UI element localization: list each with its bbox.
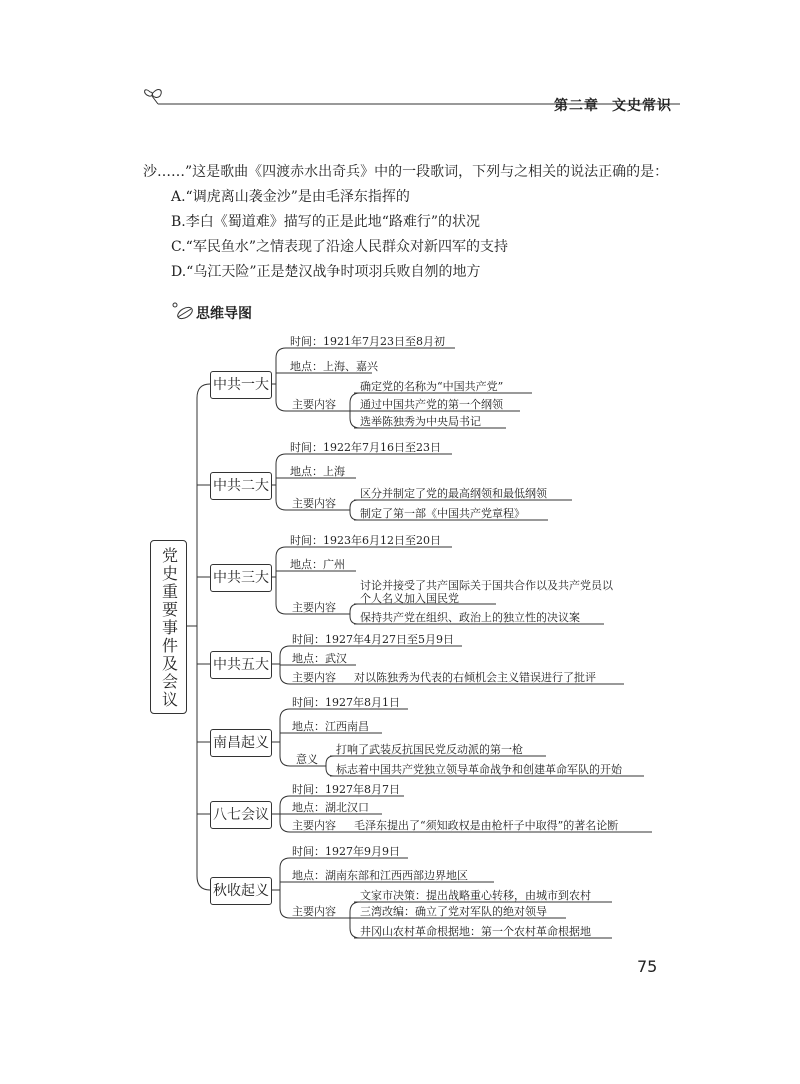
content-label: 主要内容 [292, 398, 336, 411]
content-label: 主要内容 [292, 671, 336, 684]
option-d: D.“乌江天险”正是楚汉战争时项羽兵败自刎的地方 [171, 264, 481, 280]
place-label: 地点：广州 [290, 558, 345, 571]
chapter-label: 第二章 [554, 98, 599, 114]
time-label: 时间：1927年8月7日 [292, 783, 400, 796]
content-label: 意义 [296, 753, 318, 766]
content-item: 选举陈独秀为中央局书记 [360, 415, 481, 428]
content-item: 个人名义加入国民党 [360, 592, 459, 605]
content-item: 通过中国共产党的第一个纲领 [360, 398, 503, 411]
time-label: 时间：1927年9月9日 [292, 845, 400, 858]
node-august-7-meeting: 八七会议 [210, 801, 272, 829]
place-label: 地点：湖南东部和江西西部边界地区 [292, 869, 468, 882]
place-label: 地点：上海、嘉兴 [290, 360, 378, 373]
option-c: C.“军民鱼水”之情表现了沿途人民群众对新四军的支持 [171, 239, 508, 255]
content-label: 主要内容 [292, 905, 336, 918]
section-title: 思维导图 [196, 306, 252, 322]
content-item: 对以陈独秀为代表的右倾机会主义错误进行了批评 [354, 671, 596, 684]
time-label: 时间：1923年6月12日至20日 [290, 534, 441, 547]
place-label: 地点：武汉 [292, 652, 347, 665]
option-b: B.李白《蜀道难》描写的正是此地“路难行”的状况 [171, 214, 481, 230]
content-item: 制定了第一部《中国共产党章程》 [360, 507, 525, 520]
content-label: 主要内容 [292, 601, 336, 614]
node-cpc-5th: 中共五大 [210, 651, 272, 679]
page-number: 75 [637, 957, 658, 976]
content-label: 主要内容 [292, 819, 336, 832]
content-item: 三湾改编：确立了党对军队的绝对领导 [360, 905, 547, 918]
question-stem: 沙……”这是歌曲《四渡赤水出奇兵》中的一段歌词，下列与之相关的说法正确的是： [143, 164, 669, 180]
node-autumn-harvest-uprising: 秋收起义 [210, 877, 272, 905]
node-cpc-2nd: 中共二大 [210, 472, 272, 500]
content-item: 文家市决策：提出战略重心转移，由城市到农村 [360, 889, 591, 902]
node-nanchang-uprising: 南昌起义 [210, 729, 272, 757]
content-item: 区分并制定了党的最高纲领和最低纲领 [360, 487, 547, 500]
content-item: 确定党的名称为“中国共产党” [360, 380, 504, 393]
time-label: 时间：1927年4月27日至5月9日 [292, 633, 454, 646]
mindmap-root [150, 540, 187, 714]
mindmap-root-label: 党史重要事件及会议 [159, 547, 179, 709]
content-item: 毛泽东提出了“须知政权是由枪杆子中取得”的著名论断 [354, 819, 619, 832]
content-item: 保持共产党在组织、政治上的独立性的决议案 [360, 611, 580, 624]
option-a: A.“调虎离山袭金沙”是由毛泽东指挥的 [171, 189, 410, 205]
content-item: 标志着中国共产党独立领导革命战争和创建革命军队的开始 [336, 763, 622, 776]
place-label: 地点：湖北汉口 [292, 801, 369, 814]
node-cpc-1st: 中共一大 [210, 371, 272, 399]
content-item: 讨论并接受了共产国际关于国共合作以及共产党员以 [360, 579, 613, 592]
chapter-title: 文史常识 [612, 98, 672, 114]
time-label: 时间：1927年8月1日 [292, 696, 400, 709]
content-item: 打响了武装反抗国民党反动派的第一枪 [336, 743, 523, 756]
time-label: 时间：1922年7月16日至23日 [290, 441, 441, 454]
place-label: 地点：江西南昌 [292, 720, 369, 733]
content-label: 主要内容 [292, 497, 336, 510]
node-cpc-3rd: 中共三大 [210, 564, 272, 592]
time-label: 时间：1921年7月23日至8月初 [290, 335, 445, 348]
content-item: 井冈山农村革命根据地：第一个农村革命根据地 [360, 925, 591, 938]
place-label: 地点：上海 [290, 465, 345, 478]
